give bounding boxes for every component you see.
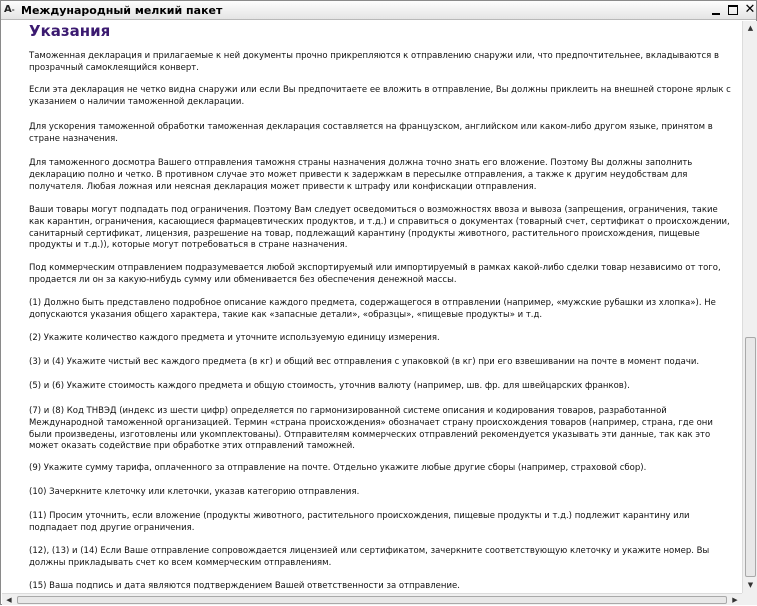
scrollbar-corner	[742, 593, 757, 605]
paragraph: Если эта декларация не четко видна снаружи или если Вы предпочитаете ее вложить в отправление, Вы должны приклеить на внешней стороне ярлык с указанием о наличии таможенной декларации.	[29, 85, 731, 107]
horizontal-scroll-thumb[interactable]	[17, 596, 727, 604]
paragraph: Ваши товары могут подпадать под ограничения. Поэтому Вам следует осведомиться о возможностях ввоза и вывоза (запрещения, ограничения, такие как карантин, ограничения, касающиеся фармацевтических продуктов, и т.д.) и справиться о документах (товарный счет, сертификат о происхождении, санитарный сертификат, лицензия, разрешение на товар, подлежащий карантину (продукты животного, растительного происхождения, пищевые продукты и т.д.)), которые могут потребоваться в стране назначения.	[29, 205, 730, 251]
paragraph: Для таможенного досмотра Вашего отправления таможня страны назначения должна точно знать его вложение. Поэтому Вы должны заполнить декларацию полно и четко. В противном случае это может привести к задержкам в пересылке отправления, а также к другим неудобствам для получателя. Любая ложная или неясная декларация может привести к штрафу или конфискации отправления.	[29, 158, 693, 192]
scroll-up-button[interactable]	[743, 21, 757, 36]
app-font-icon[interactable]	[4, 3, 19, 17]
paragraph: Для ускорения таможенной обработки таможенная декларация составляется на французском, английском или каком-либо другом языке, принятом в стране назначения.	[29, 122, 713, 144]
close-icon: ✕	[744, 2, 756, 17]
paragraph: (5) и (6) Укажите стоимость каждого предмета и общую стоимость, уточнив валюту (например, шв. фр. для швейцарских франков).	[29, 381, 630, 391]
title-bar[interactable]	[1, 1, 756, 20]
paragraph: (2) Укажите количество каждого предмета и уточните используемую единицу измерения.	[29, 333, 440, 343]
instructions-content	[2, 21, 742, 593]
paragraph: (10) Зачеркните клеточку или клеточки, указав категорию отправления.	[29, 487, 360, 497]
scroll-right-icon: ▶	[732, 596, 738, 604]
maximize-icon	[728, 5, 738, 15]
scroll-down-icon: ▼	[747, 581, 754, 589]
scroll-left-icon: ◀	[6, 596, 12, 604]
paragraph: (1) Должно быть представлено подробное описание каждого предмета, содержащегося в отправлении (например, «мужские рубашки из хлопка»). Не допускаются указания общего характера, такие как «запасные детали», «образцы», «пищевые продукты» и т.д.	[29, 298, 716, 320]
window-title: Международный мелкий пакет	[21, 4, 223, 17]
maximize-button[interactable]	[725, 2, 741, 18]
minimize-icon	[712, 13, 720, 15]
vertical-scrollbar[interactable]	[742, 21, 757, 593]
close-button[interactable]	[742, 2, 757, 18]
scroll-down-button[interactable]	[743, 578, 757, 593]
paragraph: Таможенная декларация и прилагаемые к ней документы прочно прикрепляются к отправлению снаружи или, что предпочтительнее, вкладываются в прозрачный самоклеящийся конверт.	[29, 51, 720, 73]
paragraph: (11) Просим уточнить, если вложение (продукты животного, растительного происхождения, пищевые продукты и т.д.) подлежит карантину или подпадает под другие ограничения.	[29, 511, 690, 533]
paragraph: (7) и (8) Код ТНВЭД (индекс из шести цифр) определяется по гармонизированной системе описания и кодирования товаров, разработанной Международной таможенной организацией. Термин «страна происхождения» обозначает страну происхождения товаров (например, страна, где они были произведены, изготовлены или укомплектованы). Отправителям коммерческих отправлений рекомендуется указывать эти данные, так как это может оказать содействие при обработке этих отправлений таможней.	[29, 406, 713, 452]
minimize-button[interactable]	[708, 2, 724, 18]
vertical-scroll-thumb[interactable]	[745, 337, 756, 577]
scroll-right-button[interactable]	[728, 594, 742, 606]
scroll-up-icon: ▲	[747, 24, 754, 32]
paragraph: Под коммерческим отправлением подразумевается любой экспортируемый или импортируемый в рамках какой-либо сделки товар независимо от того, продается ли он за какую-нибудь сумму или обменивается без обеспечения денежной массы.	[29, 263, 721, 285]
paragraph: (12), (13) и (14) Если Ваше отправление сопровождается лицензией или сертификатом, зачеркните соответствующую клеточку и укажите номер. Вы должны прикладывать счет ко всем коммерческим отправлениям.	[29, 546, 710, 568]
paragraph: (3) и (4) Укажите чистый вес каждого предмета (в кг) и общий вес отправления с упаковкой (в кг) при его взвешивании на почте в момент подачи.	[29, 357, 700, 367]
horizontal-scrollbar[interactable]	[2, 593, 742, 605]
scroll-left-button[interactable]	[2, 594, 16, 606]
app-icon-sub: -	[11, 6, 15, 14]
app-icon-letter: A	[4, 4, 12, 15]
paragraph: (9) Укажите сумму тарифа, оплаченного за отправление на почте. Отдельно укажите любые другие сборы (например, страховой сбор).	[29, 463, 647, 473]
page-title: Указания	[29, 22, 111, 40]
paragraph: (15) Ваша подпись и дата являются подтверждением Вашей ответственности за отправление.	[29, 581, 460, 591]
